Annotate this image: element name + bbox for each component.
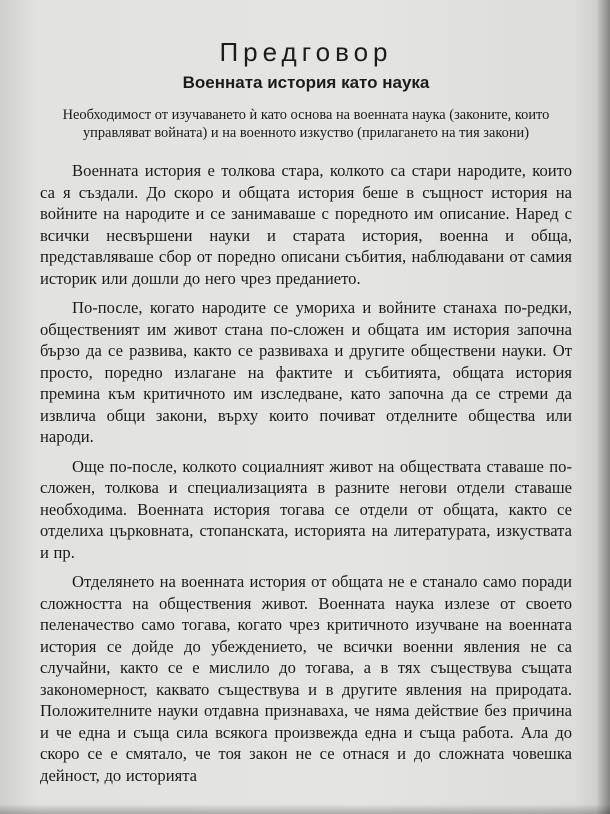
page-content [40, 36, 572, 794]
page-bottom-shadow [0, 804, 610, 814]
body-text [40, 160, 572, 786]
page-subtitle: Военната история като наука [182, 73, 430, 92]
paragraph-2: По-после, когато народите се умориха и войните станаха по-редки, общественият им живот стана по-сложен и общата им история започна бързо да се развива, както се развиваха и другите обществени науки. От просто, поредно излагане на фактите и събитията, общата история премина към критичното им изследване, като започна да се стреми да извлича общи закони, върху които почиват отделните общества или народи. [40, 298, 572, 446]
page-edge-shadow [596, 0, 610, 814]
paragraph-3: Още по-после, колкото социалният живот на обществата ставаше по-сложен, толкова и специализацията в разните негови отдели ставаше необходима. Военната история тогава се отдели от общата, както се отделиха църковната, стопанската, историята на литературата, изкуствата и пр. [40, 456, 572, 562]
chapter-abstract: Необходимост от изучаването ѝ като основа на военната наука (законите, които управляват войната) и на военното изкуство (прилагането на тия закони) [62, 107, 550, 141]
paragraph-4: Отделянето на военната история от общата не е станало само поради сложността на обществения живот. Военната наука излезе от своето пеленачество само тогава, когато чрез критичното изучване на военната история се дойде до убеждението, че всички военни явления не са случайни, както се е мислило до тогава, а в тях съществува същата закономерност, каквато съществува и в другите явления на природата. Положителните науки отдавна признаваха, че няма действие без причина и че една и съща сила всякога произвежда една и съща работа. Ала до скоро се е смятало, че тоя закон не се отнася и до сложната човешка дейност, до историята [40, 572, 572, 785]
paragraph-1: Военната история е толкова стара, колкото са стари народите, които са я създали. До скоро и общата история беше в същност история на войните на народите и се занимаваше с поредното им описание. Наред с всички несвършени науки и старата история, военна и обща, представляваше сбор от поредно описани събития, наблюдавани от самия историк или дошли до него чрез преданието. [40, 161, 572, 288]
page-title: Предговор [219, 37, 393, 67]
